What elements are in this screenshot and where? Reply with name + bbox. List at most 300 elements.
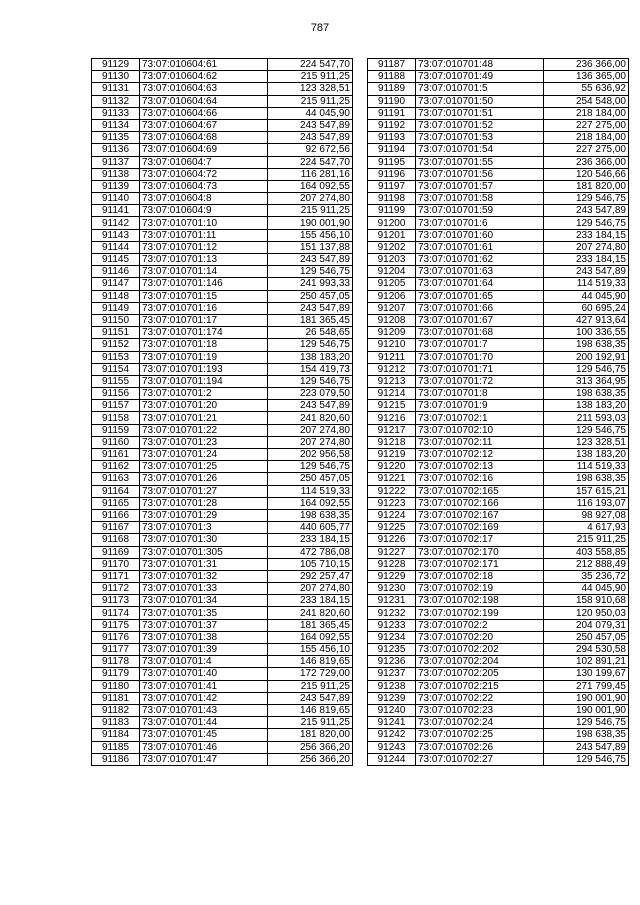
- table-row: [92, 668, 353, 680]
- record-number-cell: 91189: [368, 83, 416, 95]
- value-cell: 215 911,25: [268, 95, 353, 107]
- cadastral-number-cell: 73:07:010702:199: [416, 607, 544, 619]
- value-cell: 181 820,00: [544, 180, 629, 192]
- record-number-cell: 91201: [368, 229, 416, 241]
- record-number-cell: 91235: [368, 644, 416, 656]
- record-number-cell: 91144: [92, 241, 140, 253]
- value-cell: 292 257,47: [268, 570, 353, 582]
- value-cell: 403 558,85: [544, 546, 629, 558]
- cadastral-number-cell: 73:07:010702:23: [416, 704, 544, 716]
- table-row: [92, 193, 353, 205]
- table-row: [92, 449, 353, 461]
- table-row: [368, 461, 629, 473]
- table-row: [92, 753, 353, 765]
- record-number-cell: 91244: [368, 753, 416, 765]
- record-number-cell: 91204: [368, 266, 416, 278]
- cadastral-number-cell: 73:07:010701:12: [140, 241, 268, 253]
- value-cell: 254 548,00: [544, 95, 629, 107]
- cadastral-number-cell: 73:07:010701:55: [416, 156, 544, 168]
- record-number-cell: 91238: [368, 680, 416, 692]
- table-row: [92, 327, 353, 339]
- value-cell: 218 184,00: [544, 107, 629, 119]
- record-number-cell: 91239: [368, 692, 416, 704]
- value-cell: 146 819,65: [268, 704, 353, 716]
- table-row: [368, 497, 629, 509]
- value-cell: 129 546,75: [268, 266, 353, 278]
- record-number-cell: 91179: [92, 668, 140, 680]
- table-row: [92, 388, 353, 400]
- record-number-cell: 91134: [92, 119, 140, 131]
- value-cell: 44 045,90: [544, 583, 629, 595]
- cadastral-number-cell: 73:07:010701:54: [416, 144, 544, 156]
- value-cell: 472 786,08: [268, 546, 353, 558]
- record-number-cell: 91175: [92, 619, 140, 631]
- value-cell: 35 236,72: [544, 570, 629, 582]
- table-row: [92, 351, 353, 363]
- table-row: [368, 509, 629, 521]
- cadastral-number-cell: 73:07:010701:24: [140, 449, 268, 461]
- record-number-cell: 91223: [368, 497, 416, 509]
- record-number-cell: 91141: [92, 205, 140, 217]
- cadastral-number-cell: 73:07:010701:19: [140, 351, 268, 363]
- record-number-cell: 91163: [92, 473, 140, 485]
- table-row: [368, 558, 629, 570]
- value-cell: 129 546,75: [268, 375, 353, 387]
- value-cell: 129 546,75: [544, 193, 629, 205]
- table-row: [92, 522, 353, 534]
- table-row: [368, 375, 629, 387]
- cadastral-number-cell: 73:07:010701:20: [140, 400, 268, 412]
- record-number-cell: 91147: [92, 278, 140, 290]
- table-row: [368, 400, 629, 412]
- table-row: [92, 534, 353, 546]
- table-row: [368, 83, 629, 95]
- value-cell: 129 546,75: [544, 753, 629, 765]
- table-row: [92, 497, 353, 509]
- record-number-cell: 91215: [368, 400, 416, 412]
- table-row: [92, 704, 353, 716]
- value-cell: 243 547,89: [544, 266, 629, 278]
- value-cell: 241 820,60: [268, 412, 353, 424]
- table-row: [92, 107, 353, 119]
- cadastral-number-cell: 73:07:010702:169: [416, 522, 544, 534]
- value-cell: 223 079,50: [268, 388, 353, 400]
- value-cell: 44 045,90: [544, 290, 629, 302]
- table-row: [368, 546, 629, 558]
- table-row: [368, 595, 629, 607]
- table-row: [368, 205, 629, 217]
- table-row: [92, 314, 353, 326]
- record-number-cell: 91133: [92, 107, 140, 119]
- cadastral-number-cell: 73:07:010604:7: [140, 156, 268, 168]
- table-row: [368, 278, 629, 290]
- cadastral-number-cell: 73:07:010702:27: [416, 753, 544, 765]
- record-number-cell: 91242: [368, 729, 416, 741]
- table-row: [92, 217, 353, 229]
- table-row: [368, 473, 629, 485]
- record-number-cell: 91165: [92, 497, 140, 509]
- record-number-cell: 91236: [368, 656, 416, 668]
- table-row: [368, 266, 629, 278]
- record-number-cell: 91138: [92, 168, 140, 180]
- record-number-cell: 91188: [368, 71, 416, 83]
- table-row: [92, 278, 353, 290]
- record-number-cell: 91217: [368, 424, 416, 436]
- cadastral-number-cell: 73:07:010701:53: [416, 132, 544, 144]
- table-row: [368, 485, 629, 497]
- value-cell: 123 328,51: [268, 83, 353, 95]
- value-cell: 55 636,92: [544, 83, 629, 95]
- record-number-cell: 91190: [368, 95, 416, 107]
- cadastral-number-cell: 73:07:010701:13: [140, 254, 268, 266]
- value-cell: 120 950,03: [544, 607, 629, 619]
- record-number-cell: 91173: [92, 595, 140, 607]
- value-cell: 256 366,20: [268, 753, 353, 765]
- value-cell: 44 045,90: [268, 107, 353, 119]
- value-cell: 207 274,80: [268, 424, 353, 436]
- table-row: [368, 412, 629, 424]
- cadastral-number-cell: 73:07:010701:3: [140, 522, 268, 534]
- record-number-cell: 91200: [368, 217, 416, 229]
- record-number-cell: 91137: [92, 156, 140, 168]
- record-number-cell: 91207: [368, 302, 416, 314]
- record-number-cell: 91195: [368, 156, 416, 168]
- value-cell: 313 364,95: [544, 375, 629, 387]
- record-number-cell: 91199: [368, 205, 416, 217]
- record-number-cell: 91139: [92, 180, 140, 192]
- table-row: [368, 656, 629, 668]
- value-cell: 116 193,07: [544, 497, 629, 509]
- table-row: [92, 570, 353, 582]
- record-number-cell: 91184: [92, 729, 140, 741]
- cadastral-number-cell: 73:07:010604:61: [140, 59, 268, 71]
- cadastral-number-cell: 73:07:010701:71: [416, 363, 544, 375]
- value-cell: 129 546,75: [268, 339, 353, 351]
- record-number-cell: 91162: [92, 461, 140, 473]
- value-cell: 236 366,00: [544, 59, 629, 71]
- record-number-cell: 91181: [92, 692, 140, 704]
- value-cell: 138 183,20: [544, 449, 629, 461]
- value-cell: 116 281,16: [268, 168, 353, 180]
- value-cell: 172 729,00: [268, 668, 353, 680]
- table-row: [368, 522, 629, 534]
- table-row: [368, 644, 629, 656]
- value-cell: 151 137,88: [268, 241, 353, 253]
- table-row: [368, 156, 629, 168]
- record-number-cell: 91224: [368, 509, 416, 521]
- table-row: [92, 302, 353, 314]
- cadastral-number-cell: 73:07:010701:50: [416, 95, 544, 107]
- table-row: [92, 607, 353, 619]
- table-row: [92, 168, 353, 180]
- value-cell: 105 710,15: [268, 558, 353, 570]
- value-cell: 181 820,00: [268, 729, 353, 741]
- cadastral-number-cell: 73:07:010701:34: [140, 595, 268, 607]
- value-cell: 241 820,60: [268, 607, 353, 619]
- table-row: [368, 607, 629, 619]
- record-number-cell: 91228: [368, 558, 416, 570]
- cadastral-number-cell: 73:07:010604:67: [140, 119, 268, 131]
- table-row: [368, 363, 629, 375]
- value-cell: 440 605,77: [268, 522, 353, 534]
- record-number-cell: 91226: [368, 534, 416, 546]
- value-cell: 271 799,45: [544, 680, 629, 692]
- record-number-cell: 91146: [92, 266, 140, 278]
- value-cell: 243 547,89: [268, 692, 353, 704]
- table-row: [368, 229, 629, 241]
- cadastral-number-cell: 73:07:010701:40: [140, 668, 268, 680]
- value-cell: 207 274,80: [268, 583, 353, 595]
- cadastral-number-cell: 73:07:010701:146: [140, 278, 268, 290]
- value-cell: 114 519,33: [268, 485, 353, 497]
- value-cell: 164 092,55: [268, 180, 353, 192]
- cadastral-number-cell: 73:07:010701:7: [416, 339, 544, 351]
- record-number-cell: 91143: [92, 229, 140, 241]
- record-number-cell: 91161: [92, 449, 140, 461]
- table-row: [368, 119, 629, 131]
- cadastral-number-cell: 73:07:010702:11: [416, 436, 544, 448]
- record-number-cell: 91136: [92, 144, 140, 156]
- table-row: [92, 631, 353, 643]
- table-row: [368, 436, 629, 448]
- cadastral-number-cell: 73:07:010701:29: [140, 509, 268, 521]
- value-cell: 100 336,55: [544, 327, 629, 339]
- value-cell: 224 547,70: [268, 156, 353, 168]
- value-cell: 207 274,80: [268, 436, 353, 448]
- value-cell: 211 593,03: [544, 412, 629, 424]
- value-cell: 198 638,35: [544, 339, 629, 351]
- record-number-cell: 91172: [92, 583, 140, 595]
- record-number-cell: 91183: [92, 717, 140, 729]
- cadastral-number-cell: 73:07:010701:52: [416, 119, 544, 131]
- cadastral-number-cell: 73:07:010702:198: [416, 595, 544, 607]
- record-number-cell: 91149: [92, 302, 140, 314]
- record-number-cell: 91234: [368, 631, 416, 643]
- table-row: [92, 363, 353, 375]
- table-row: [92, 339, 353, 351]
- value-cell: 154 419,73: [268, 363, 353, 375]
- table-row: [368, 193, 629, 205]
- table-row: [368, 327, 629, 339]
- record-number-cell: 91243: [368, 741, 416, 753]
- table-row: [92, 436, 353, 448]
- cadastral-number-cell: 73:07:010702:202: [416, 644, 544, 656]
- record-number-cell: 91129: [92, 59, 140, 71]
- value-cell: 129 546,75: [544, 717, 629, 729]
- table-row: [92, 595, 353, 607]
- cadastral-number-cell: 73:07:010604:73: [140, 180, 268, 192]
- record-number-cell: 91167: [92, 522, 140, 534]
- value-cell: 243 547,89: [268, 132, 353, 144]
- cadastral-number-cell: 73:07:010701:63: [416, 266, 544, 278]
- cadastral-number-cell: 73:07:010701:6: [416, 217, 544, 229]
- table-row: [92, 290, 353, 302]
- record-number-cell: 91151: [92, 327, 140, 339]
- record-number-cell: 91177: [92, 644, 140, 656]
- value-cell: 427 913,64: [544, 314, 629, 326]
- value-cell: 114 519,33: [544, 461, 629, 473]
- table-row: [92, 644, 353, 656]
- table-row: [92, 619, 353, 631]
- cadastral-number-cell: 73:07:010702:22: [416, 692, 544, 704]
- value-cell: 123 328,51: [544, 436, 629, 448]
- cadastral-number-cell: 73:07:010701:47: [140, 753, 268, 765]
- value-cell: 243 547,89: [268, 254, 353, 266]
- value-cell: 114 519,33: [544, 278, 629, 290]
- value-cell: 130 199,67: [544, 668, 629, 680]
- value-cell: 4 617,93: [544, 522, 629, 534]
- record-number-cell: 91202: [368, 241, 416, 253]
- cadastral-number-cell: 73:07:010701:9: [416, 400, 544, 412]
- table-row: [92, 71, 353, 83]
- value-cell: 243 547,89: [544, 741, 629, 753]
- value-cell: 215 911,25: [268, 680, 353, 692]
- record-number-cell: 91168: [92, 534, 140, 546]
- cadastral-number-cell: 73:07:010701:174: [140, 327, 268, 339]
- cadastral-number-cell: 73:07:010702:26: [416, 741, 544, 753]
- value-cell: 190 001,90: [268, 217, 353, 229]
- table-row: [368, 71, 629, 83]
- record-number-cell: 91221: [368, 473, 416, 485]
- table-row: [92, 473, 353, 485]
- cadastral-number-cell: 73:07:010701:48: [416, 59, 544, 71]
- record-number-cell: 91157: [92, 400, 140, 412]
- cadastral-number-cell: 73:07:010701:35: [140, 607, 268, 619]
- record-number-cell: 91222: [368, 485, 416, 497]
- table-row: [368, 95, 629, 107]
- value-cell: 294 530,58: [544, 644, 629, 656]
- record-number-cell: 91176: [92, 631, 140, 643]
- value-cell: 227 275,00: [544, 119, 629, 131]
- record-number-cell: 91153: [92, 351, 140, 363]
- record-number-cell: 91187: [368, 59, 416, 71]
- value-cell: 215 911,25: [268, 71, 353, 83]
- table-row: [92, 156, 353, 168]
- value-cell: 60 695,24: [544, 302, 629, 314]
- value-cell: 243 547,89: [268, 302, 353, 314]
- cadastral-number-cell: 73:07:010701:21: [140, 412, 268, 424]
- value-cell: 215 911,25: [268, 717, 353, 729]
- record-number-cell: 91180: [92, 680, 140, 692]
- record-number-cell: 91158: [92, 412, 140, 424]
- table-row: [368, 424, 629, 436]
- value-cell: 98 927,08: [544, 509, 629, 521]
- record-number-cell: 91227: [368, 546, 416, 558]
- cadastral-number-cell: 73:07:010701:65: [416, 290, 544, 302]
- value-cell: 202 956,58: [268, 449, 353, 461]
- cadastral-number-cell: 73:07:010701:10: [140, 217, 268, 229]
- record-number-cell: 91164: [92, 485, 140, 497]
- table-row: [368, 449, 629, 461]
- cadastral-number-cell: 73:07:010701:37: [140, 619, 268, 631]
- value-cell: 218 184,00: [544, 132, 629, 144]
- table-row: [368, 570, 629, 582]
- cadastral-number-cell: 73:07:010701:32: [140, 570, 268, 582]
- table-row: [368, 388, 629, 400]
- value-cell: 157 615,21: [544, 485, 629, 497]
- record-number-cell: 91186: [92, 753, 140, 765]
- record-number-cell: 91192: [368, 119, 416, 131]
- cadastral-number-cell: 73:07:010604:64: [140, 95, 268, 107]
- table-row: [92, 485, 353, 497]
- cadastral-number-cell: 73:07:010702:165: [416, 485, 544, 497]
- value-cell: 181 365,45: [268, 314, 353, 326]
- cadastral-number-cell: 73:07:010702:16: [416, 473, 544, 485]
- record-number-cell: 91209: [368, 327, 416, 339]
- cadastral-number-cell: 73:07:010702:17: [416, 534, 544, 546]
- record-number-cell: 91185: [92, 741, 140, 753]
- table-row: [92, 254, 353, 266]
- table-row: [92, 241, 353, 253]
- cadastral-number-cell: 73:07:010701:45: [140, 729, 268, 741]
- value-cell: 243 547,89: [268, 119, 353, 131]
- cadastral-number-cell: 73:07:010701:60: [416, 229, 544, 241]
- cadastral-number-cell: 73:07:010701:56: [416, 168, 544, 180]
- table-row: [368, 144, 629, 156]
- cadastral-number-cell: 73:07:010701:305: [140, 546, 268, 558]
- value-cell: 227 275,00: [544, 144, 629, 156]
- table-row: [92, 656, 353, 668]
- record-number-cell: 91152: [92, 339, 140, 351]
- record-number-cell: 91169: [92, 546, 140, 558]
- cadastral-number-cell: 73:07:010701:43: [140, 704, 268, 716]
- record-number-cell: 91154: [92, 363, 140, 375]
- cadastral-number-cell: 73:07:010701:39: [140, 644, 268, 656]
- table-row: [92, 400, 353, 412]
- cadastral-number-cell: 73:07:010702:20: [416, 631, 544, 643]
- table-row: [368, 107, 629, 119]
- record-number-cell: 91205: [368, 278, 416, 290]
- record-number-cell: 91218: [368, 436, 416, 448]
- cadastral-number-cell: 73:07:010604:9: [140, 205, 268, 217]
- value-cell: 256 366,20: [268, 741, 353, 753]
- cadastral-number-cell: 73:07:010702:2: [416, 619, 544, 631]
- cadastral-number-cell: 73:07:010701:15: [140, 290, 268, 302]
- value-cell: 190 001,90: [544, 692, 629, 704]
- cadastral-number-cell: 73:07:010604:69: [140, 144, 268, 156]
- record-number-cell: 91220: [368, 461, 416, 473]
- cadastral-number-cell: 73:07:010604:8: [140, 193, 268, 205]
- cadastral-number-cell: 73:07:010701:17: [140, 314, 268, 326]
- cadastral-number-cell: 73:07:010701:8: [416, 388, 544, 400]
- table-row: [92, 95, 353, 107]
- table-row: [92, 558, 353, 570]
- value-cell: 215 911,25: [268, 205, 353, 217]
- record-number-cell: 91170: [92, 558, 140, 570]
- record-number-cell: 91131: [92, 83, 140, 95]
- cadastral-number-cell: 73:07:010701:66: [416, 302, 544, 314]
- value-cell: 92 672,56: [268, 144, 353, 156]
- cadastral-number-cell: 73:07:010604:68: [140, 132, 268, 144]
- record-number-cell: 91197: [368, 180, 416, 192]
- record-number-cell: 91171: [92, 570, 140, 582]
- value-cell: 129 546,75: [544, 424, 629, 436]
- cadastral-number-cell: 73:07:010702:215: [416, 680, 544, 692]
- value-cell: 129 546,75: [268, 461, 353, 473]
- cadastral-number-cell: 73:07:010701:26: [140, 473, 268, 485]
- cadastral-number-cell: 73:07:010701:5: [416, 83, 544, 95]
- cadastral-number-cell: 73:07:010701:4: [140, 656, 268, 668]
- table-row: [92, 729, 353, 741]
- cadastral-number-cell: 73:07:010701:62: [416, 254, 544, 266]
- table-row: [368, 302, 629, 314]
- cadastral-number-cell: 73:07:010701:44: [140, 717, 268, 729]
- record-number-cell: 91203: [368, 254, 416, 266]
- table-row: [368, 729, 629, 741]
- value-cell: 250 457,05: [268, 473, 353, 485]
- cadastral-number-cell: 73:07:010701:41: [140, 680, 268, 692]
- cadastral-number-cell: 73:07:010702:19: [416, 583, 544, 595]
